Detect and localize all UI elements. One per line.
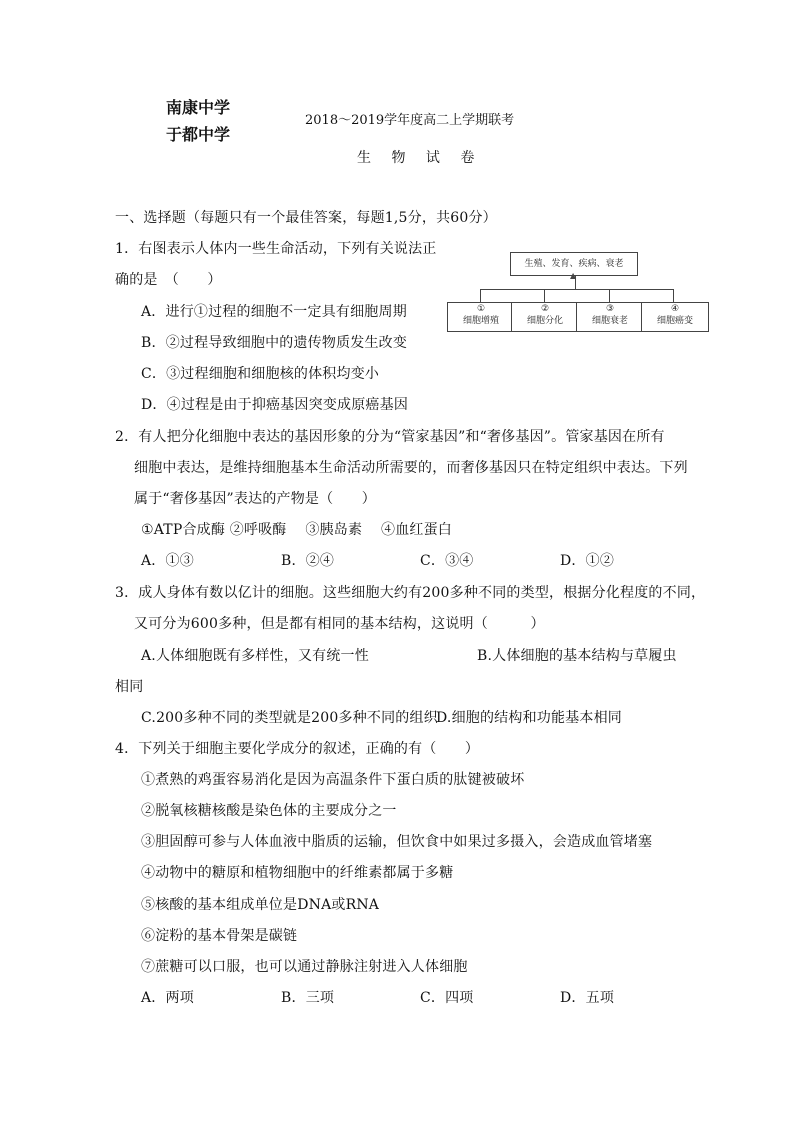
q2-option-b: B．②④ [281, 553, 335, 569]
section-heading: 一、选择题（每题只有一个最佳答案，每题1,5分，共60分） [115, 210, 497, 226]
school-name-2: 于都中学 [166, 125, 231, 144]
q2-option-c: C．③④ [420, 553, 474, 569]
diagram-drop-1 [480, 289, 481, 302]
q4-option-d: D．五项 [560, 990, 615, 1006]
diagram-box-3-label: 细胞衰老 [591, 316, 628, 326]
q4-item-3: ③胆固醇可参与人体血液中脂质的运输，但饮食中如果过多摄入，会造成血管堵塞 [141, 834, 653, 850]
diagram-box-4-num: ④ [670, 304, 680, 314]
q1-option-a: A．进行①过程的细胞不一定具有细胞周期 [141, 304, 407, 320]
diagram-box-3 [576, 302, 644, 332]
subject-title: 生 物 试 卷 [357, 150, 483, 166]
q3-line2: 又可分为600多种，但是都有相同的基本结构，这说明（ ） [134, 616, 545, 632]
q2-items: ①ATP合成酶 ②呼吸酶 ③胰岛素 ④血红蛋白 [141, 522, 453, 538]
arrow-up-icon: ▲ [570, 271, 577, 280]
q4-item-4: ④动物中的糖原和植物细胞中的纤维素都属于多糖 [141, 865, 454, 881]
diagram-top-box: 生殖、发育、疾病、衰老 [510, 252, 638, 276]
q2-option-d: D．①② [560, 553, 615, 569]
q4-option-c: C．四项 [420, 990, 474, 1006]
diagram-box-3-num: ③ [605, 304, 615, 314]
diagram-box-2-label: 细胞分化 [526, 316, 563, 326]
q1-stem-line1: 1．右图表示人体内一些生命活动，下列有关说法正 [115, 241, 437, 257]
q3-option-c: C.200多种不同的类型就是200多种不同的组织 [141, 710, 438, 726]
q1-stem-line2: 确的是 （ ） [115, 272, 222, 288]
q3-option-b-cont: 相同 [115, 679, 144, 695]
diagram-box-2-num: ② [540, 304, 550, 314]
q4-item-1: ①煮熟的鸡蛋容易消化是因为高温条件下蛋白质的肽键被破坏 [141, 772, 525, 788]
q2-line3: 属于“奢侈基因”表达的产物是（ ） [134, 491, 376, 507]
q3-option-b: B.人体细胞的基本结构与草履虫 [477, 648, 677, 664]
diagram-box-1 [447, 302, 515, 332]
q2-line1: 2．有人把分化细胞中表达的基因形象的分为“管家基因”和“奢侈基因”。管家基因在所有 [115, 429, 665, 445]
q4-option-b: B．三项 [281, 990, 335, 1006]
q4-item-6: ⑥淀粉的基本骨架是碳链 [141, 928, 298, 944]
q2-option-a: A．①③ [141, 553, 194, 569]
school-name-1: 南康中学 [166, 98, 231, 117]
q4-option-a: A．两项 [141, 990, 194, 1006]
diagram-box-4-label: 细胞癌变 [656, 316, 693, 326]
diagram-drop-2 [544, 289, 545, 302]
diagram-box-4 [641, 302, 709, 332]
q3-option-a: A.人体细胞既有多样性，又有统一性 [141, 648, 369, 664]
diagram-drop-3 [609, 289, 610, 302]
q2-line2: 细胞中表达，是维持细胞基本生命活动所需要的，而奢侈基因只在特定组织中表达。下列 [134, 460, 688, 476]
q3-option-d: D.细胞的结构和功能基本相同 [436, 710, 622, 726]
q1-option-c: C．③过程细胞和细胞核的体积均变小 [141, 366, 380, 382]
diagram-drop-4 [673, 289, 674, 302]
q4-item-2: ②脱氧核糖核酸是染色体的主要成分之一 [141, 803, 397, 819]
q1-option-d: D．④过程是由于抑癌基因突变成原癌基因 [141, 397, 409, 413]
diagram-box-1-num: ① [476, 304, 486, 314]
exam-title: 2018～2019学年度高二上学期联考 [305, 113, 515, 128]
diagram-box-2 [511, 302, 579, 332]
q4-item-5: ⑤核酸的基本组成单位是DNA或RNA [141, 897, 380, 913]
q3-line1: 3．成人身体有数以亿计的细胞。这些细胞大约有200多种不同的类型，根据分化程度的不同， [115, 585, 706, 601]
diagram-box-1-label: 细胞增殖 [462, 316, 499, 326]
q4-stem: 4．下列关于细胞主要化学成分的叙述，正确的有（ ） [115, 741, 480, 757]
q1-option-b: B．②过程导致细胞中的遗传物质发生改变 [141, 335, 408, 351]
diagram-connector [480, 289, 674, 290]
q4-item-7: ⑦蔗糖可以口服，也可以通过静脉注射进入人体细胞 [141, 959, 468, 975]
